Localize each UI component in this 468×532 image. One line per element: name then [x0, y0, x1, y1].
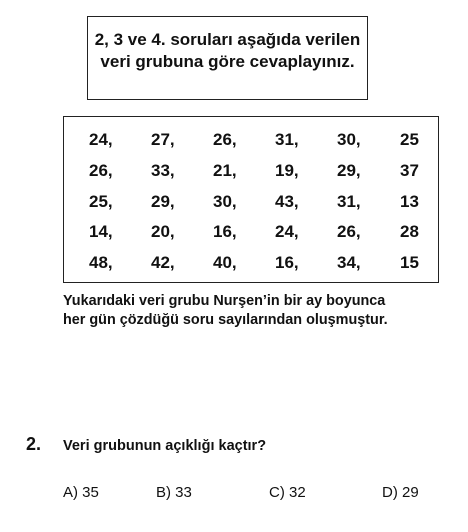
description-line-2: her gün çözdüğü soru sayılarından oluşmuştur. — [63, 312, 388, 328]
data-cell: 16, — [275, 253, 299, 272]
data-cell: 33, — [151, 161, 175, 180]
data-cell: 20, — [151, 222, 175, 241]
data-cell: 27, — [151, 130, 175, 149]
instruction-line-2: veri grubuna göre cevaplayınız. — [100, 52, 355, 71]
data-cell: 34, — [337, 253, 361, 272]
data-cell: 31, — [337, 192, 361, 211]
data-cell: 21, — [213, 161, 237, 180]
data-cell: 26, — [89, 161, 113, 180]
question-number: 2. — [26, 434, 42, 454]
data-cell: 26, — [213, 130, 237, 149]
answer-option-a[interactable]: A) 35 — [63, 484, 99, 501]
data-cell: 30, — [337, 130, 361, 149]
answer-option-c[interactable]: C) 32 — [269, 484, 306, 501]
answer-option-b[interactable]: B) 33 — [156, 484, 192, 501]
data-cell: 14, — [89, 222, 113, 241]
data-cell: 19, — [275, 161, 299, 180]
data-cell: 43, — [275, 192, 299, 211]
data-cell: 29, — [151, 192, 175, 211]
data-cell: 29, — [337, 161, 361, 180]
data-cell: 25 — [400, 130, 419, 149]
data-table-box — [63, 116, 439, 283]
instruction-box — [87, 16, 368, 100]
data-cell: 24, — [275, 222, 299, 241]
data-cell: 42, — [151, 253, 175, 272]
answer-option-d[interactable]: D) 29 — [382, 484, 419, 501]
data-cell: 48, — [89, 253, 113, 272]
data-cell: 15 — [400, 253, 419, 272]
data-cell: 28 — [400, 222, 419, 241]
data-cell: 13 — [400, 192, 419, 211]
data-cell: 31, — [275, 130, 299, 149]
data-cell: 30, — [213, 192, 237, 211]
question-text: Veri grubunun açıklığı kaçtır? — [63, 438, 267, 454]
data-cell: 25, — [89, 192, 113, 211]
data-cell: 16, — [213, 222, 237, 241]
data-cell: 40, — [213, 253, 237, 272]
data-cell: 24, — [89, 130, 113, 149]
description-line-1: Yukarıdaki veri grubu Nurşen’in bir ay boyunca — [63, 293, 386, 309]
instruction-line-1: 2, 3 ve 4. soruları aşağıda verilen — [94, 30, 361, 49]
data-cell: 26, — [337, 222, 361, 241]
data-cell: 37 — [400, 161, 419, 180]
